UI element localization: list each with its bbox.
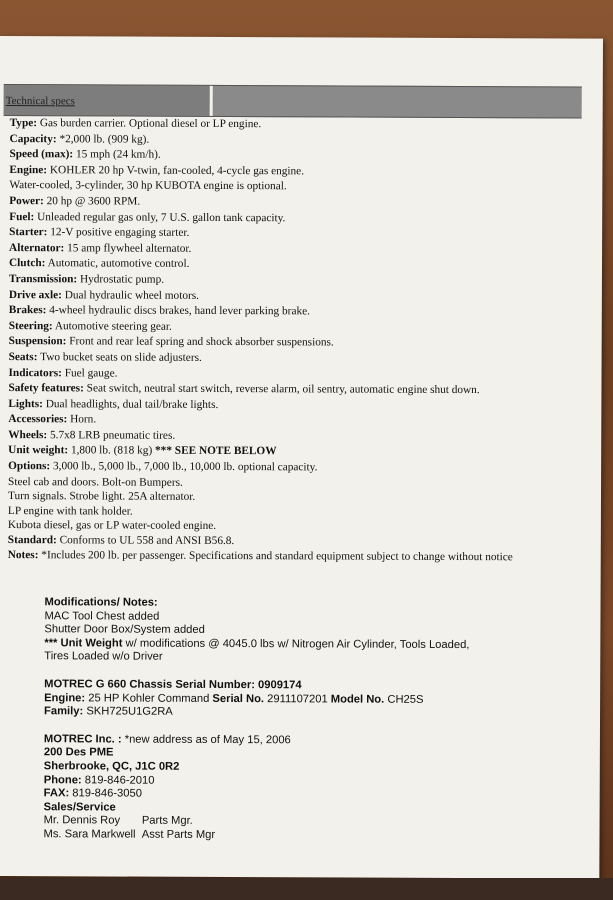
options-line: Turn signals. Strobe light. 25A alternator. [7,490,196,504]
header-label: Technical specs [5,95,75,108]
spec-brakes: Brakes: 4-wheel hydraulic discs brakes, hand lever parking brake. [8,304,310,318]
options-line: Steel cab and doors. Bolt-on Bumpers. [8,475,183,489]
spec-power: Power: 20 hp @ 3600 RPM. [9,195,141,208]
company-city: Sherbrooke, QC, J1C 0R2 [43,760,180,773]
options-line: Kubota diesel, gas or LP water-cooled engine. [7,519,217,533]
company-name: MOTREC Inc. : *new address as of May 15, 2006 [43,732,291,747]
spec-sheet-page [0,36,603,879]
modifications-title: Modifications/ Notes: [44,596,158,609]
spec-type: Type: Gas burden carrier. Optional diesel or LP engine. [9,117,262,131]
modification-line: Shutter Door Box/System added [44,623,205,637]
header-cell [4,85,213,116]
spec-indicators: Indicators: Fuel gauge. [8,366,118,380]
spec-unit-weight: Unit weight: 1,800 lb. (818 kg) *** SEE NOTE BELOW [8,444,277,458]
spec-engine-optional: Water-cooled, 3-cylinder, 30 hp KUBOTA engine is optional. [9,179,287,193]
spec-seats: Seats: Two bucket seats on slide adjusters. [8,350,202,364]
engine-info: Engine: 25 HP Kohler Command Serial No. 2911107201 Model No. CH25S [44,691,424,706]
company-phone: Phone: 819-846-2010 [43,773,155,787]
spec-options: Options: 3,000 lb., 5,000 lb., 7,000 lb., 10,000 lb. optional capacity. [8,460,318,474]
spec-accessories: Accessories: Horn. [8,413,97,426]
spec-standard: Standard: Conforms to UL 558 and ANSI B56.8. [7,533,235,547]
modification-line: Tires Loaded w/o Driver [44,650,163,664]
spec-fuel: Fuel: Unleaded regular gas only, 7 U.S. gallon tank capacity. [9,210,286,224]
unit-weight-note: *** Unit Weight w/ modifications @ 4045.0 lbs w/ Nitrogen Air Cylinder, Tools Loaded, [44,636,470,651]
spec-speed: Speed (max): 15 mph (24 km/h). [9,148,161,161]
chassis-serial: MOTREC G 660 Chassis Serial Number: 0909174 [44,678,302,692]
sales-service: Sales/Service [43,800,116,814]
spec-alternator: Alternator: 15 amp flywheel alternator. [9,241,192,255]
spec-starter: Starter: 12-V positive engaging starter. [9,226,190,239]
options-line: LP engine with tank holder. [7,504,133,518]
modifications-section [43,596,584,844]
company-fax: FAX: 819-846-3050 [43,787,142,800]
spec-engine: Engine: KOHLER 20 hp V-twin, fan-cooled, 4-cycle gas engine. [9,163,305,178]
spec-suspension: Suspension: Front and rear leaf spring and shock absorber suspensions. [8,335,334,349]
spec-safety: Safety features: Seat switch, neutral start switch, reverse alarm, oil sentry, automatic engine shut down. [8,382,480,397]
contact-line: Mr. Dennis Roy Parts Mgr. [43,814,193,828]
modification-line: MAC Tool Chest added [44,609,160,623]
spec-notes: Notes: *Includes 200 lb. per passenger. Specifications and standard equipment subject to change without notice [7,549,513,564]
spec-wheels: Wheels: 5.7x8 LRB pneumatic tires. [8,428,176,442]
spec-capacity: Capacity: *2,000 lb. (909 kg). [9,132,150,146]
spec-lights: Lights: Dual headlights, dual tail/brake lights. [8,397,219,411]
contact-line: Ms. Sara Markwell Asst Parts Mgr [43,828,216,841]
spec-transmission: Transmission: Hydrostatic pump. [8,272,165,286]
floor-rug [0,878,613,900]
spec-steering: Steering: Automotive steering gear. [8,319,172,333]
engine-family: Family: SKH725U1G2RA [44,705,173,718]
header-bar [4,84,582,119]
spec-clutch: Clutch: Automatic, automotive control. [8,257,190,271]
spec-drive-axle: Drive axle: Dual hydraulic wheel motors. [8,288,200,302]
spec-list [8,116,595,566]
company-street: 200 Des PME [43,746,114,759]
